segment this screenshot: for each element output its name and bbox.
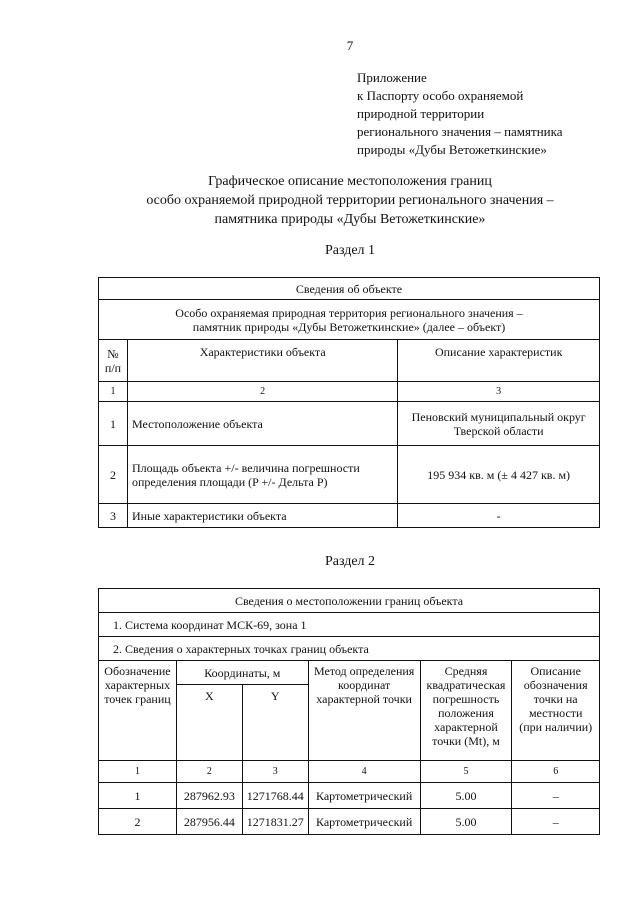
point-description: –	[512, 783, 600, 809]
object-name-line: памятник природы «Дубы Ветожеткинские» (далее – объект)	[192, 319, 506, 334]
row-characteristic: Площадь объекта +/- величина погрешности определения площади (P +/- Дельта P)	[127, 446, 397, 504]
point-x: 287962.93	[176, 783, 242, 809]
table-row	[99, 783, 600, 809]
point-method: Картометрический	[308, 809, 420, 835]
title-line: особо охраняемой природной территории регионального значения –	[146, 193, 554, 208]
table-row	[99, 504, 600, 528]
point-x: 287956.44	[176, 809, 242, 835]
object-name	[99, 300, 600, 340]
col-header-designation: Обозначение характерных точек границ	[99, 661, 177, 761]
point-accuracy: 5.00	[420, 809, 512, 835]
col-header-method: Метод определения координат характерной точки	[308, 661, 420, 761]
row-num: 1	[99, 402, 128, 446]
col-number: 3	[398, 382, 600, 402]
section2-title: Раздел 2	[324, 554, 376, 569]
col-number: 2	[176, 761, 242, 783]
col-number: 2	[127, 382, 397, 402]
appendix-line: Приложение	[357, 70, 427, 85]
row-characteristic: Местоположение объекта	[127, 402, 397, 446]
row-num: 3	[99, 504, 128, 528]
point-method: Картометрический	[308, 783, 420, 809]
col-number: 1	[99, 761, 177, 783]
boundary-points-table	[98, 588, 600, 835]
table-row	[99, 446, 600, 504]
row-num: 2	[99, 446, 128, 504]
title-line: Графическое описание местоположения границ	[208, 174, 492, 189]
col-header-coordinates: Координаты, м	[176, 661, 308, 685]
coordinate-system: 1. Система координат МСК-69, зона 1	[99, 613, 600, 637]
point-y: 1271831.27	[242, 809, 308, 835]
col-number: 1	[99, 382, 128, 402]
point-description: –	[512, 809, 600, 835]
point-y: 1271768.44	[242, 783, 308, 809]
row-description: -	[398, 504, 600, 528]
row-description: 195 934 кв. м (± 4 427 кв. м)	[398, 446, 600, 504]
table-row	[99, 402, 600, 446]
col-header-x: X	[176, 685, 242, 761]
document-title	[0, 172, 640, 229]
section1-title: Раздел 1	[324, 243, 376, 258]
table-row	[99, 809, 600, 835]
appendix-note	[357, 69, 563, 159]
row-characteristic: Иные характеристики объекта	[127, 504, 397, 528]
point-accuracy: 5.00	[420, 783, 512, 809]
point-id: 2	[99, 809, 177, 835]
appendix-line: регионального значения – памятника	[357, 124, 563, 139]
col-header-characteristic: Характеристики объекта	[127, 340, 397, 382]
col-number: 5	[420, 761, 512, 783]
appendix-line: природы «Дубы Ветожеткинские»	[357, 142, 547, 157]
col-number: 4	[308, 761, 420, 783]
page-number: 7	[346, 38, 354, 53]
col-header-description: Описание характеристик	[398, 340, 600, 382]
points-header: 2. Сведения о характерных точках границ объекта	[99, 637, 600, 661]
table2-header: Сведения о местоположении границ объекта	[99, 589, 600, 613]
table1-header: Сведения об объекте	[99, 278, 600, 300]
col-number: 3	[242, 761, 308, 783]
col-header-accuracy: Средняя квадратическая погрешность положения характерной точки (Mt), м	[420, 661, 512, 761]
object-info-table	[98, 277, 600, 528]
col-header-y: Y	[242, 685, 308, 761]
col-number: 6	[512, 761, 600, 783]
appendix-line: природной территории	[357, 106, 485, 121]
point-id: 1	[99, 783, 177, 809]
row-description: Пеновский муниципальный округ Тверской области	[398, 402, 600, 446]
appendix-line: к Паспорту особо охраняемой	[357, 88, 524, 103]
col-header-point-description: Описание обозначения точки на местности (при наличии)	[512, 661, 600, 761]
col-header-num: № п/п	[99, 340, 128, 382]
object-name-line: Особо охраняемая природная территория регионального значения –	[175, 305, 523, 320]
title-line: памятника природы «Дубы Ветожеткинские»	[214, 212, 486, 227]
